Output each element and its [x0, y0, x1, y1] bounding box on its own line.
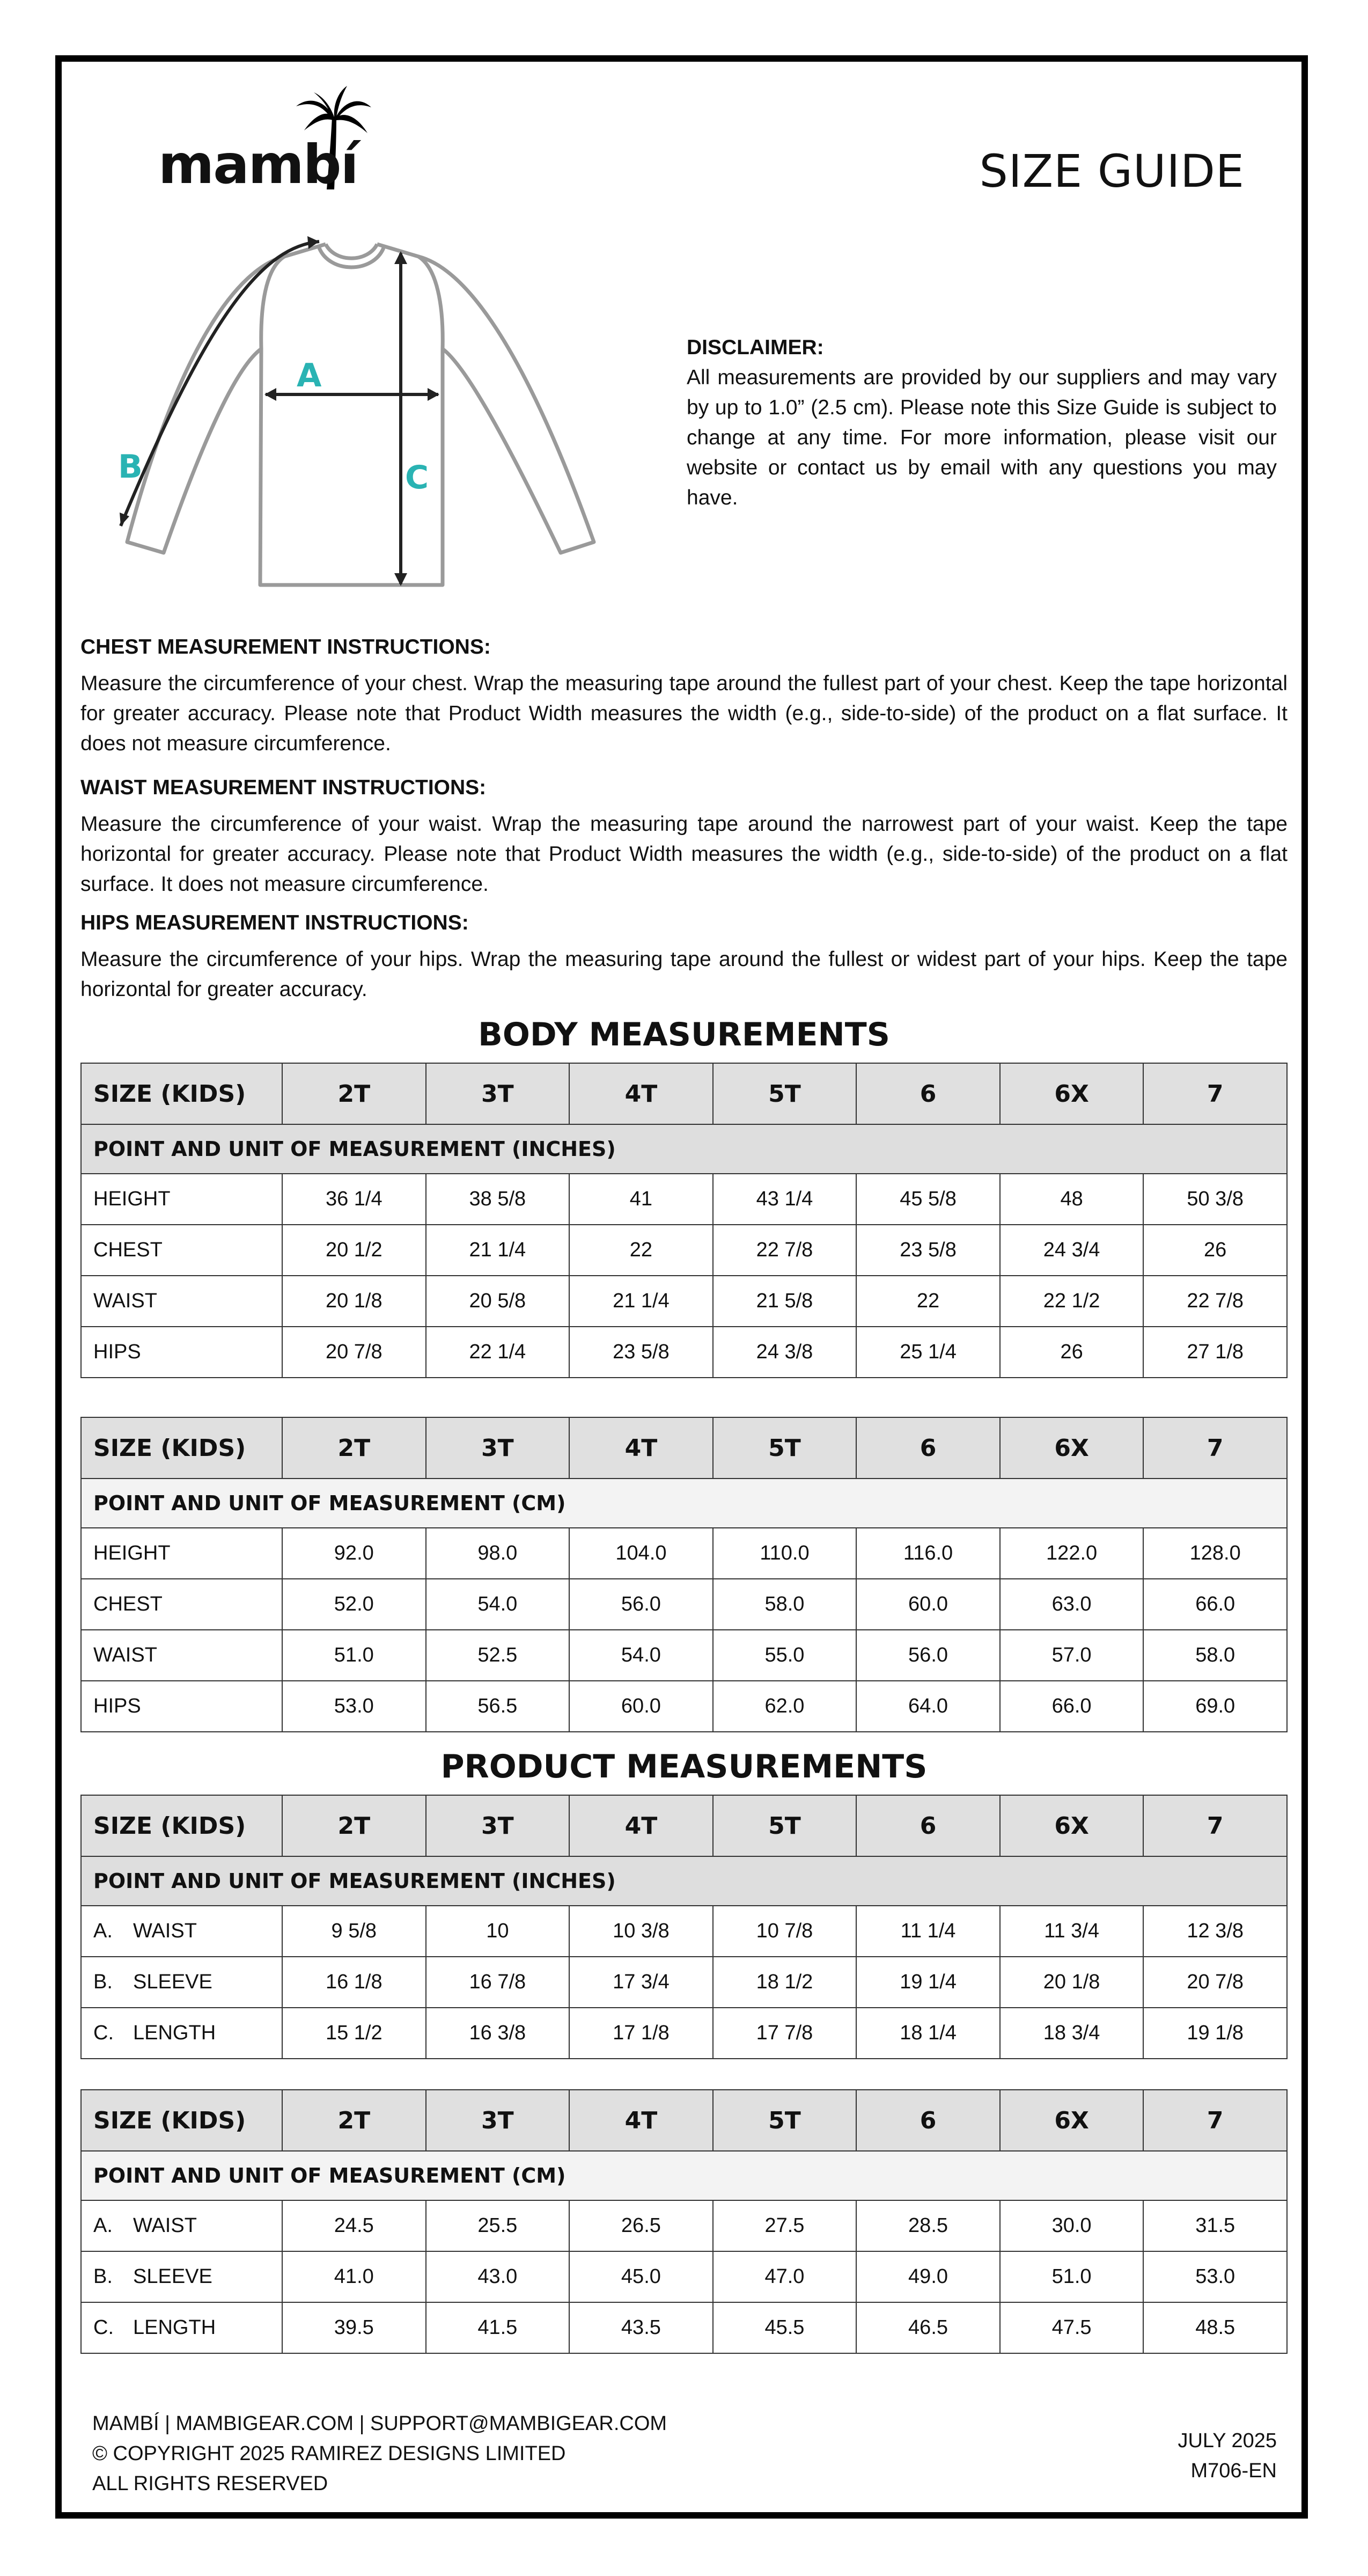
unit-label: POINT AND UNIT OF MEASUREMENT (CM): [81, 1479, 1287, 1528]
measurement-cell: 22: [856, 1276, 1000, 1327]
measurement-cell: 17 7/8: [713, 2008, 857, 2059]
measurement-cell: 23 5/8: [569, 1327, 713, 1378]
measurement-cell: 22 1/2: [1000, 1276, 1144, 1327]
measurement-cell: 64.0: [856, 1681, 1000, 1732]
size-column-header: 4T: [569, 2090, 713, 2151]
size-column-header: 5T: [713, 1417, 857, 1479]
size-column-header: 2T: [282, 1417, 426, 1479]
size-header-cell: SIZE (KIDS): [81, 1795, 282, 1856]
unit-row: [81, 1856, 1287, 1906]
measurement-cell: 39.5: [282, 2302, 426, 2353]
measurement-cell: 53.0: [282, 1681, 426, 1732]
measurement-cell: 48.5: [1143, 2302, 1287, 2353]
measurement-cell: 31.5: [1143, 2200, 1287, 2251]
measurement-cell: 56.0: [569, 1579, 713, 1630]
size-column-header: 3T: [426, 2090, 570, 2151]
measurement-cell: 41.0: [282, 2251, 426, 2302]
measurement-cell: 46.5: [856, 2302, 1000, 2353]
measurement-cell: 20 1/2: [282, 1225, 426, 1276]
row-prefix: A.: [93, 1920, 113, 1942]
size-column-header: 6X: [1000, 2090, 1144, 2151]
measurement-cell: 20 1/8: [1000, 1957, 1144, 2008]
row-label: [81, 2008, 282, 2059]
measurement-cell: 21 5/8: [713, 1276, 857, 1327]
measurement-cell: 36 1/4: [282, 1174, 426, 1225]
label-a: A: [297, 357, 322, 394]
row-label: [81, 1681, 282, 1732]
row-label: [81, 2302, 282, 2353]
measurement-cell: 52.5: [426, 1630, 570, 1681]
measurement-cell: 98.0: [426, 1528, 570, 1579]
chest-instructions: [80, 632, 1288, 759]
row-prefix: B.: [93, 1971, 113, 1993]
row-label: [81, 1327, 282, 1378]
measurement-cell: 51.0: [282, 1630, 426, 1681]
measurement-cell: 38 5/8: [426, 1174, 570, 1225]
row-label-text: HEIGHT: [93, 1188, 171, 1210]
table-row: [81, 2302, 1287, 2353]
size-column-header: 2T: [282, 1795, 426, 1856]
label-c: C: [405, 459, 429, 496]
body-measurements-inches-table: [80, 1063, 1288, 1378]
footer-copyright: © COPYRIGHT 2025 RAMIREZ DESIGNS LIMITED: [92, 2442, 566, 2465]
waist-instructions-heading: WAIST MEASUREMENT INSTRUCTIONS:: [80, 776, 487, 799]
disclaimer-heading: DISCLAIMER:: [687, 336, 824, 359]
table-row: [81, 1528, 1287, 1579]
product-measurements-inches-table: [80, 1795, 1288, 2059]
measurement-cell: 43 1/4: [713, 1174, 857, 1225]
measurement-cell: 49.0: [856, 2251, 1000, 2302]
row-label-text: SLEEVE: [133, 1971, 212, 1993]
row-label: [81, 1225, 282, 1276]
measurement-cell: 10 7/8: [713, 1906, 857, 1957]
size-column-header: 7: [1143, 1063, 1287, 1124]
size-column-header: 5T: [713, 1063, 857, 1124]
size-column-header: 3T: [426, 1417, 570, 1479]
measurement-cell: 23 5/8: [856, 1225, 1000, 1276]
footer-contact: MAMBÍ | MAMBIGEAR.COM | SUPPORT@MAMBIGEAR.COM: [92, 2412, 667, 2435]
table-header-row: [81, 2090, 1287, 2151]
measurement-cell: 19 1/8: [1143, 2008, 1287, 2059]
table-row: [81, 1327, 1287, 1378]
measurement-cell: 27 1/8: [1143, 1327, 1287, 1378]
measurement-cell: 25 1/4: [856, 1327, 1000, 1378]
body-measurements-title: BODY MEASUREMENTS: [478, 1016, 890, 1053]
row-label: [81, 1276, 282, 1327]
measurement-cell: 22 1/4: [426, 1327, 570, 1378]
measurement-cell: 63.0: [1000, 1579, 1144, 1630]
unit-label: POINT AND UNIT OF MEASUREMENT (INCHES): [81, 1856, 1287, 1906]
measurement-cell: 11 1/4: [856, 1906, 1000, 1957]
size-header-cell: SIZE (KIDS): [81, 2090, 282, 2151]
measurement-cell: 16 7/8: [426, 1957, 570, 2008]
unit-row: [81, 1124, 1287, 1174]
shirt-measurement-diagram: [105, 225, 614, 601]
size-column-header: 6X: [1000, 1795, 1144, 1856]
measurement-cell: 45.0: [569, 2251, 713, 2302]
measurement-cell: 47.5: [1000, 2302, 1144, 2353]
measurement-cell: 57.0: [1000, 1630, 1144, 1681]
row-label: [81, 2200, 282, 2251]
measurement-cell: 69.0: [1143, 1681, 1287, 1732]
measurement-cell: 18 1/4: [856, 2008, 1000, 2059]
measurement-cell: 30.0: [1000, 2200, 1144, 2251]
size-column-header: 3T: [426, 1795, 570, 1856]
measurement-cell: 20 7/8: [1143, 1957, 1287, 2008]
table-row: [81, 1957, 1287, 2008]
table-row: [81, 1225, 1287, 1276]
measurement-cell: 66.0: [1143, 1579, 1287, 1630]
measurement-cell: 52.0: [282, 1579, 426, 1630]
measurement-cell: 24 3/8: [713, 1327, 857, 1378]
size-column-header: 6: [856, 1417, 1000, 1479]
row-label-text: WAIST: [133, 2214, 197, 2237]
measurement-cell: 27.5: [713, 2200, 857, 2251]
measurement-cell: 17 1/8: [569, 2008, 713, 2059]
measurement-cell: 47.0: [713, 2251, 857, 2302]
measurement-cell: 16 3/8: [426, 2008, 570, 2059]
table-row: [81, 1906, 1287, 1957]
table-row: [81, 2200, 1287, 2251]
measurement-cell: 41.5: [426, 2302, 570, 2353]
brand-wordmark: mambí: [158, 133, 358, 196]
size-column-header: 6: [856, 1795, 1000, 1856]
measurement-cell: 116.0: [856, 1528, 1000, 1579]
table-row: [81, 2251, 1287, 2302]
size-column-header: 6: [856, 2090, 1000, 2151]
measurement-cell: 56.5: [426, 1681, 570, 1732]
table-row: [81, 1276, 1287, 1327]
measurement-cell: 48: [1000, 1174, 1144, 1225]
table-header-row: [81, 1795, 1287, 1856]
table-row: [81, 1579, 1287, 1630]
table-row: [81, 1174, 1287, 1225]
row-prefix: B.: [93, 2265, 113, 2288]
measurement-cell: 66.0: [1000, 1681, 1144, 1732]
size-column-header: 6: [856, 1063, 1000, 1124]
measurement-cell: 9 5/8: [282, 1906, 426, 1957]
label-b: B: [118, 448, 143, 486]
size-column-header: 5T: [713, 2090, 857, 2151]
measurement-cell: 60.0: [856, 1579, 1000, 1630]
measurement-cell: 54.0: [569, 1630, 713, 1681]
size-column-header: 2T: [282, 2090, 426, 2151]
measurement-cell: 19 1/4: [856, 1957, 1000, 2008]
row-prefix: C.: [93, 2316, 114, 2339]
measurement-cell: 110.0: [713, 1528, 857, 1579]
row-label-text: WAIST: [133, 1920, 197, 1942]
body-measurements-cm-table: [80, 1417, 1288, 1732]
unit-row: [81, 2151, 1287, 2200]
hips-instructions-text: Measure the circumference of your hips. Wrap the measuring tape around the fullest or widest part of your hips. Keep the tape horizontal for greater accuracy.: [80, 948, 1288, 1001]
measurement-cell: 58.0: [713, 1579, 857, 1630]
measurement-cell: 22 7/8: [713, 1225, 857, 1276]
measurement-cell: 20 1/8: [282, 1276, 426, 1327]
measurement-cell: 51.0: [1000, 2251, 1144, 2302]
size-column-header: 6X: [1000, 1063, 1144, 1124]
measurement-cell: 43.0: [426, 2251, 570, 2302]
measurement-cell: 18 1/2: [713, 1957, 857, 2008]
measurement-cell: 56.0: [856, 1630, 1000, 1681]
table-row: [81, 2008, 1287, 2059]
chest-instructions-heading: CHEST MEASUREMENT INSTRUCTIONS:: [80, 635, 491, 658]
measurement-cell: 45 5/8: [856, 1174, 1000, 1225]
unit-row: [81, 1479, 1287, 1528]
chest-instructions-text: Measure the circumference of your chest. Wrap the measuring tape around the fullest part of your chest. Keep the tape horizontal for greater accuracy. Please note that Product Width measures the width (e.g., side-to-side) of the product on a flat surface. It does not measure circumference.: [80, 672, 1288, 755]
row-label-text: WAIST: [93, 1290, 157, 1312]
measurement-cell: 54.0: [426, 1579, 570, 1630]
row-label: [81, 1174, 282, 1225]
hips-instructions: [80, 908, 1288, 1005]
measurement-cell: 24 3/4: [1000, 1225, 1144, 1276]
measurement-cell: 17 3/4: [569, 1957, 713, 2008]
disclaimer-text: All measurements are provided by our suppliers and may vary by up to 1.0” (2.5 cm). Please note this Size Guide is subject to change at any time. For more information, please visit our website or contact us by email with any questions you may have.: [687, 366, 1277, 509]
measurement-cell: 128.0: [1143, 1528, 1287, 1579]
measurement-cell: 10: [426, 1906, 570, 1957]
row-label-text: HIPS: [93, 1695, 141, 1717]
waist-instructions-text: Measure the circumference of your waist. Wrap the measuring tape around the narrowest part of your waist. Keep the tape horizontal for greater accuracy. Please note that Product Width measures the width (e.g., side-to-side) of the product on a flat surface. It does not measure circumference.: [80, 813, 1288, 896]
measurement-cell: 60.0: [569, 1681, 713, 1732]
measurement-cell: 20 7/8: [282, 1327, 426, 1378]
measurement-cell: 24.5: [282, 2200, 426, 2251]
table-row: [81, 1630, 1287, 1681]
size-column-header: 4T: [569, 1063, 713, 1124]
measurement-cell: 41: [569, 1174, 713, 1225]
size-column-header: 4T: [569, 1417, 713, 1479]
measurement-cell: 22 7/8: [1143, 1276, 1287, 1327]
size-column-header: 7: [1143, 2090, 1287, 2151]
measurement-cell: 22: [569, 1225, 713, 1276]
hips-instructions-heading: HIPS MEASUREMENT INSTRUCTIONS:: [80, 911, 469, 934]
row-label: [81, 1906, 282, 1957]
waist-instructions: [80, 773, 1288, 899]
size-column-header: 6X: [1000, 1417, 1144, 1479]
table-header-row: [81, 1417, 1287, 1479]
measurement-cell: 12 3/8: [1143, 1906, 1287, 1957]
size-header-cell: SIZE (KIDS): [81, 1063, 282, 1124]
measurement-cell: 21 1/4: [426, 1225, 570, 1276]
measurement-cell: 45.5: [713, 2302, 857, 2353]
size-column-header: 3T: [426, 1063, 570, 1124]
measurement-cell: 122.0: [1000, 1528, 1144, 1579]
size-column-header: 7: [1143, 1417, 1287, 1479]
footer-info: [92, 2409, 667, 2499]
row-label-text: CHEST: [93, 1239, 163, 1261]
row-prefix: C.: [93, 2022, 114, 2044]
row-label: [81, 1579, 282, 1630]
row-label-text: SLEEVE: [133, 2265, 212, 2288]
page-title: SIZE GUIDE: [979, 145, 1245, 197]
measurement-cell: 18 3/4: [1000, 2008, 1144, 2059]
row-label-text: HEIGHT: [93, 1542, 171, 1564]
measurement-cell: 26: [1143, 1225, 1287, 1276]
measurement-cell: 28.5: [856, 2200, 1000, 2251]
row-label: [81, 2251, 282, 2302]
measurement-cell: 26: [1000, 1327, 1144, 1378]
measurement-cell: 11 3/4: [1000, 1906, 1144, 1957]
row-label-text: WAIST: [93, 1644, 157, 1666]
row-label-text: HIPS: [93, 1341, 141, 1363]
size-header-cell: SIZE (KIDS): [81, 1417, 282, 1479]
disclaimer: [687, 333, 1277, 513]
measurement-cell: 26.5: [569, 2200, 713, 2251]
table-row: [81, 1681, 1287, 1732]
measurement-cell: 55.0: [713, 1630, 857, 1681]
row-label-text: LENGTH: [133, 2316, 216, 2339]
measurement-cell: 50 3/8: [1143, 1174, 1287, 1225]
size-column-header: 4T: [569, 1795, 713, 1856]
product-measurements-title: PRODUCT MEASUREMENTS: [440, 1748, 928, 1785]
size-column-header: 7: [1143, 1795, 1287, 1856]
measurement-cell: 53.0: [1143, 2251, 1287, 2302]
row-label: [81, 1630, 282, 1681]
measurement-cell: 104.0: [569, 1528, 713, 1579]
row-prefix: A.: [93, 2214, 113, 2237]
measurement-cell: 43.5: [569, 2302, 713, 2353]
measurement-cell: 15 1/2: [282, 2008, 426, 2059]
row-label: [81, 1528, 282, 1579]
measurement-cell: 21 1/4: [569, 1276, 713, 1327]
measurement-cell: 16 1/8: [282, 1957, 426, 2008]
measurement-cell: 92.0: [282, 1528, 426, 1579]
footer-rights: ALL RIGHTS RESERVED: [92, 2472, 328, 2495]
size-column-header: 5T: [713, 1795, 857, 1856]
product-measurements-cm-table: [80, 2089, 1288, 2354]
size-column-header: 2T: [282, 1063, 426, 1124]
measurement-cell: 20 5/8: [426, 1276, 570, 1327]
measurement-cell: 58.0: [1143, 1630, 1287, 1681]
footer-date: JULY 2025: [1178, 2429, 1277, 2452]
measurement-cell: 25.5: [426, 2200, 570, 2251]
row-label-text: LENGTH: [133, 2022, 216, 2044]
unit-label: POINT AND UNIT OF MEASUREMENT (INCHES): [81, 1124, 1287, 1174]
measurement-cell: 62.0: [713, 1681, 857, 1732]
table-header-row: [81, 1063, 1287, 1124]
row-label: [81, 1957, 282, 2008]
unit-label: POINT AND UNIT OF MEASUREMENT (CM): [81, 2151, 1287, 2200]
footer-meta: [1073, 2426, 1277, 2486]
footer-code: M706-EN: [1190, 2460, 1277, 2482]
brand-logo: [158, 85, 384, 197]
measurement-cell: 10 3/8: [569, 1906, 713, 1957]
row-label-text: CHEST: [93, 1593, 163, 1615]
